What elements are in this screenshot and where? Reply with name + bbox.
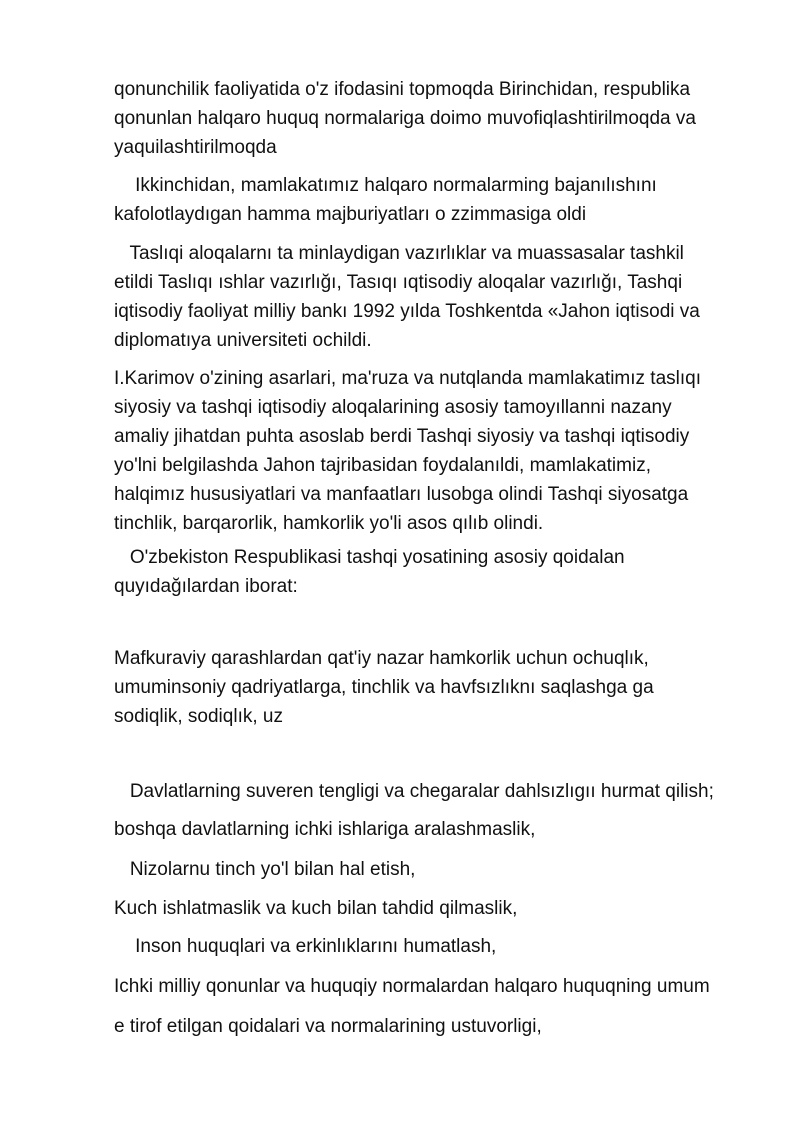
text-line: Taslıqi aloqalarnı ta minlaydigan vazırlıklar va muassasalar tashkil xyxy=(114,243,684,264)
text-line: amaliy jihatdan puhta asoslab berdi Tashqi siyosiy va tashqi iqtisodiy xyxy=(114,426,690,447)
text-line: sodiqlik, sodiqlık, uz xyxy=(114,706,283,727)
text-line: quyıdağılardan iborat: xyxy=(114,576,298,597)
text-line: siyosiy va tashqi iqtisodiy aloqalarining asosiy tamoyıllanni nazany xyxy=(114,397,672,418)
text-line: qonunlan halqaro huquq normalariga doimo muvofiqlashtirilmoqda va xyxy=(114,108,696,129)
list-item-sovereignty xyxy=(114,777,754,806)
text-line: Davlatlarning suveren tengligi va chegaralar dahlsızlıgıı hurmat qilish; xyxy=(114,781,714,802)
paragraph-principles-intro xyxy=(114,543,754,601)
paragraph-institutions xyxy=(114,239,754,355)
text-line: halqimız hususiyatlari va manfaatları lusobga olindi Tashqi siyosatga xyxy=(114,484,689,505)
paragraph-ideology xyxy=(114,644,754,731)
text-line: Ikkinchidan, mamlakatımız halqaro normalarming bajanılıshını xyxy=(114,175,657,196)
text-line: iqtisodiy faoliyat milliy bankı 1992 yılda Toshkentda «Jahon iqtisodi va xyxy=(114,301,700,322)
text-line: I.Karimov o'zining asarlari, ma'ruza va nutqlanda mamlakatimız taslıqı xyxy=(114,368,701,389)
text-line: Nizolarnu tinch yo'l bilan hal etish, xyxy=(114,859,416,880)
list-item-peaceful-resolution xyxy=(114,855,754,884)
text-line: etildi Taslıqı ıshlar vazırlığı, Tasıqı ıqtisodiy aloqalar vazırlığı, Tashqi xyxy=(114,272,683,293)
text-line: diplomatıya universiteti ochildi. xyxy=(114,330,372,351)
text-line: yo'lni belgilashda Jahon tajribasidan foydalanıldi, mamlakatimiz, xyxy=(114,455,651,476)
list-item-non-interference xyxy=(114,815,754,844)
text-line: e tirof etilgan qoidalari va normalarining ustuvorligi, xyxy=(114,1016,542,1037)
text-line: Mafkuraviy qarashlardan qat'iy nazar hamkorlik uchun ochuqlık, xyxy=(114,648,649,669)
text-line: qonunchilik faoliyatida o'z ifodasini topmoqda Birinchidan, respublika xyxy=(114,79,691,100)
list-item-norms-priority xyxy=(114,1012,754,1041)
text-line: umuminsoniy qadriyatlarga, tinchlik va havfsızlıknı saqlashga ga xyxy=(114,677,654,698)
list-item-international-law xyxy=(114,972,754,1001)
text-line: tinchlik, barqarorlik, hamkorlik yo'li asos qılıb olindi. xyxy=(114,513,544,534)
text-line: O'zbekiston Respublikasi tashqi yosatining asosiy qoidalan xyxy=(114,547,625,568)
paragraph-karimov xyxy=(114,364,754,538)
text-line: boshqa davlatlarning ichki ishlariga aralashmaslik, xyxy=(114,819,536,840)
text-line: Inson huquqlari va erkinlıklarını humatlash, xyxy=(114,936,497,957)
list-item-human-rights xyxy=(114,932,754,961)
paragraph-legislation xyxy=(114,75,754,162)
text-line: Ichki milliy qonunlar va huquqiy normalardan halqaro huquqning umum xyxy=(114,976,710,997)
text-line: Kuch ishlatmaslik va kuch bilan tahdid qilmaslik, xyxy=(114,898,518,919)
paragraph-second xyxy=(114,171,754,229)
list-item-no-force xyxy=(114,894,754,923)
text-line: yaquilashtirilmoqda xyxy=(114,137,277,158)
text-line: kafolotlaydıgan hamma majburiyatları o zzimmasiga oldi xyxy=(114,204,587,225)
